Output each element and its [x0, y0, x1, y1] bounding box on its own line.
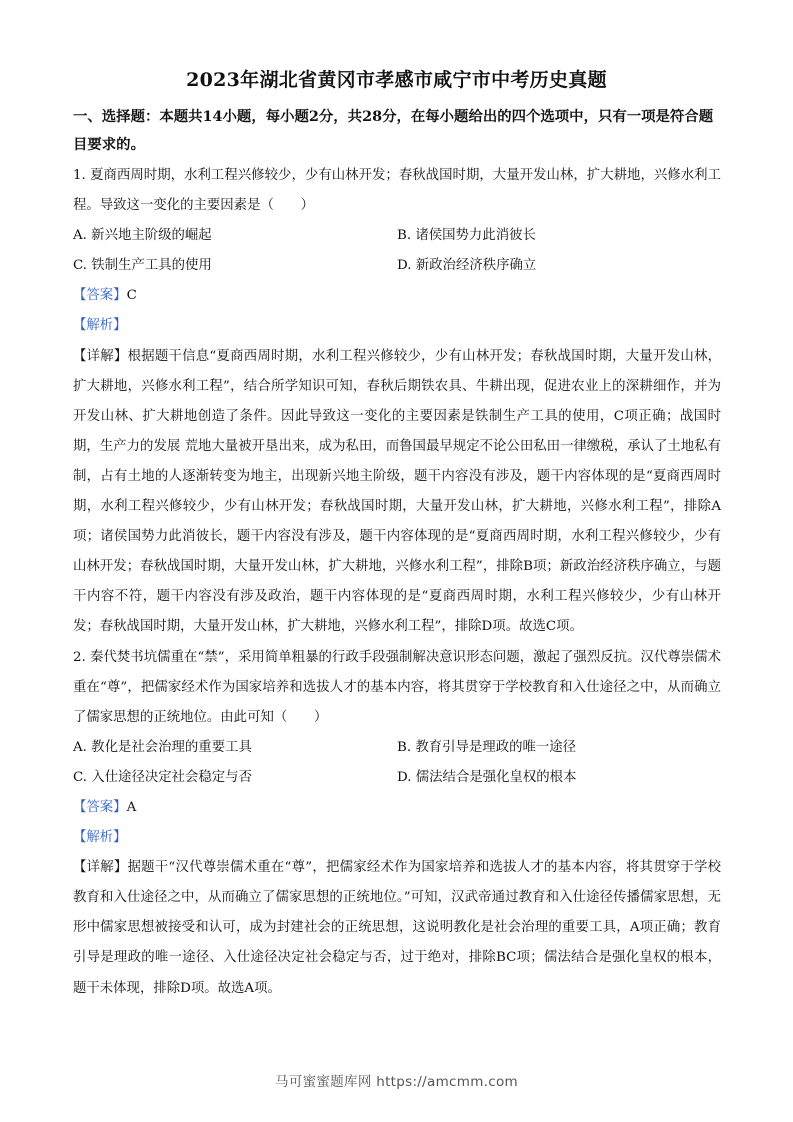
option-b: B. 教育引导是理政的唯一途径: [397, 739, 577, 755]
answer-value: C: [126, 288, 137, 304]
detail-paragraph: [73, 853, 721, 1003]
answer-tag: 【答案】: [73, 799, 127, 815]
detail-text: 据题干“汉代尊崇儒术重在“尊”，把儒家经术作为国家培养和选拔人才的基本内容，将其贯穿于学校教育和入仕途径之中，从而确立了儒家思想的正统地位。”可知，汉武帝通过教育和入仕途径传播儒家思想，无形中儒家思想被接受和认可，成为封建社会的正统思想，这说明教化是社会治理的重要工具，A项正确；教育引导是理政的唯一途径、入仕途径决定社会稳定与否，过于绝对，排除BC项；儒法结合是强化皇权的根本，题干未体现，排除D项。故选A项。: [73, 860, 721, 996]
option-a: A. 新兴地主阶级的崛起: [73, 228, 212, 244]
analysis-tag: 【解析】: [73, 830, 127, 846]
analysis-line: [73, 311, 721, 341]
option-a: A. 教化是社会治理的重要工具: [73, 739, 252, 755]
section-header: 一、选择题：本题共14小题，每小题2分，共28分，在每小题给出的四个选项中，只有一项是符合题目要求的。: [73, 108, 714, 153]
question-stem: 2. 秦代焚书坑儒重在“禁”，采用简单粗暴的行政手段强制解决意识形态问题，激起了强烈反抗。汉代尊崇儒术重在“尊”，把儒家经术作为国家培养和选拔人才的基本内容，将其贯穿于学校教育和入仕途径之中，从而确立了儒家思想的正统地位。由此可知（ ）: [73, 649, 721, 725]
option-c: C. 铁制生产工具的使用: [73, 258, 212, 274]
answer-line: [73, 793, 721, 823]
detail-tag: 【详解】: [73, 348, 128, 364]
analysis-line: [73, 823, 721, 853]
detail-tag: 【详解】: [73, 860, 128, 876]
detail-paragraph: [73, 342, 721, 643]
detail-text: 根据题干信息“夏商西周时期，水利工程兴修较少，少有山林开发；春秋战国时期，大量开发山林，扩大耕地，兴修水利工程”，结合所学知识可知，春秋后期铁农具、牛耕出现，促进农业上的深耕细作，并为开发山林、扩大耕地创造了条件。因此导致这一变化的主要因素是铁制生产工具的使用，C项正确；战国时期，生产力的发展 荒地大量被开垦出来，成为私田，而鲁国最早规定不论公田私田一律缴税，承认了土地私有制，占有土地的人逐渐转变为地主，出现新兴地主阶级，题干内容没有涉及，题干内容体现的是“夏商西周时期，水利工程兴修较少，少有山林开发；春秋战国时期，大量开发山林，扩大耕地，兴修水利工程”，排除A项；诸侯国势力此消彼长，题干内容没有涉及，题干内容体现的是“夏商西周时期，水利工程兴修较少，少有山林开发；春秋战国时期，大量开发山林，扩大耕地，兴修水利工程”，排除B项；新政治经济秩序确立，与题干内容不符，题干内容没有涉及政治，题干内容体现的是“夏商西周时期，水利工程兴修较少，少有山林开发；春秋战国时期，大量开发山林，扩大耕地，兴修水利工程”，排除D项。故选C项。: [73, 348, 722, 635]
question-1: [73, 161, 721, 643]
option-list: [73, 733, 721, 793]
question-stem: 1. 夏商西周时期，水利工程兴修较少，少有山林开发；春秋战国时期，大量开发山林，扩大耕地，兴修水利工程。导致这一变化的主要因素是（ ）: [73, 168, 721, 214]
option-b: B. 诸侯国势力此消彼长: [397, 228, 536, 244]
option-d: D. 儒法结合是强化皇权的根本: [397, 769, 577, 785]
footer-watermark: 马可蜜蜜题库网 https://amcmm.com: [275, 1074, 518, 1090]
answer-tag: 【答案】: [73, 288, 127, 304]
option-d: D. 新政治经济秩序确立: [397, 258, 537, 274]
document-body: [73, 103, 721, 1004]
answer-line: [73, 281, 721, 311]
page-title: 2023年湖北省黄冈市孝感市咸宁市中考历史真题: [186, 69, 607, 91]
question-2: [73, 643, 721, 1004]
option-list: [73, 221, 721, 281]
answer-value: A: [126, 799, 137, 815]
analysis-tag: 【解析】: [73, 318, 127, 334]
option-c: C. 入仕途径决定社会稳定与否: [73, 769, 252, 785]
